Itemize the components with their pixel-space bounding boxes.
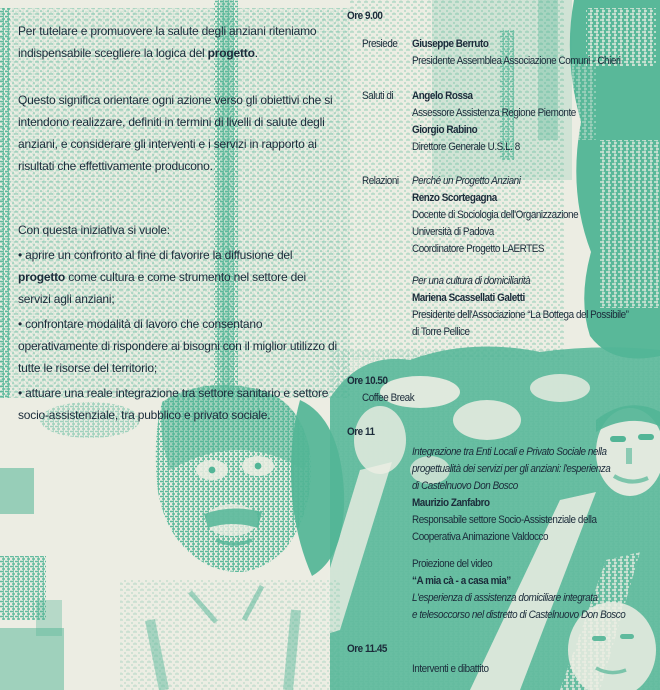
speaker-name: Giorgio Rabino	[412, 124, 478, 136]
bullet-text: attuare una reale integrazione tra settore sanitario e settore socio-assistenziale, tra pubblico e privato sociale.	[18, 386, 329, 422]
presiede-label: Presiede	[362, 38, 398, 50]
bullet-text: confrontare modalità di lavoro che consentano operativamente di rispondere ai bisogni con il miglior utilizzo di tutte le risorse del territorio;	[18, 317, 337, 375]
speaker-name: Renzo Scortegagna	[412, 192, 497, 204]
speaker-role: Assessore Assistenza Regione Piemonte	[412, 107, 576, 119]
paragraph-text: Per tutelare e promuovere la salute degli anziani riteniamo indispensabile scegliere la logica del	[18, 24, 317, 60]
intro-column	[18, 20, 341, 426]
speaker-role: Presidente Assemblea Associazione Comuni - Chieri	[412, 55, 621, 67]
emphasis-progetto: progetto	[207, 46, 255, 60]
paragraph-project-logic	[18, 20, 341, 64]
closing-block	[412, 661, 497, 678]
video-intro: Proiezione del video	[412, 558, 493, 570]
speaker-role: Responsabile settore Socio-Assistenziale della	[412, 514, 597, 526]
speaker-role: Università di Padova	[412, 226, 494, 238]
talk-title: Per una cultura di domiciliarità	[412, 275, 531, 287]
talk-castelnuovo-block	[412, 444, 632, 546]
bullet-compare-methods	[18, 313, 341, 379]
talk-title: progettualità dei servizi per gli anziani: l'esperienza	[412, 463, 611, 475]
paragraph-objectives: Questo significa orientare ogni azione verso gli obiettivi che si intendono realizzare, definiti in termini di livelli di salute degli anziani, e considerare gli interventi e i servizi in rapporto ai risultati che effettivamente producono.	[18, 93, 333, 173]
talk-title: Perché un Progetto Anziani	[412, 175, 521, 187]
program-column	[347, 0, 660, 690]
bullet-integration	[18, 382, 341, 426]
time-1050: Ore 10.50	[347, 375, 388, 387]
speaker-role: di Torre Pellice	[412, 326, 470, 338]
bullet-glyph: •	[18, 317, 23, 331]
time-0900: Ore 9.00	[347, 10, 383, 22]
time-1145: Ore 11.45	[347, 643, 387, 655]
relazione-2-block	[412, 273, 653, 341]
bullet-open-dialogue	[18, 244, 341, 310]
initiative-intro: Con questa iniziativa si vuole:	[18, 223, 170, 237]
saluti-block	[412, 88, 594, 156]
speaker-name: Giuseppe Berruto	[412, 38, 489, 50]
closing-item: Interventi e dibattito	[412, 663, 489, 675]
talk-title: di Castelnuovo Don Bosco	[412, 480, 518, 492]
speaker-name: Mariena Scassellati Galetti	[412, 292, 525, 304]
saluti-label: Saluti di	[362, 90, 394, 102]
relazioni-label: Relazioni	[362, 175, 399, 187]
talk-title: Integrazione tra Enti Locali e Privato Sociale nella	[412, 446, 607, 458]
speaker-role: Direttore Generale U.S.L. 8	[412, 141, 520, 153]
bullet-text: aprire un confronto al fine di favorire la diffusione del	[25, 248, 293, 262]
speaker-name: Maurizio Zanfabro	[412, 497, 490, 509]
speaker-role: Presidente dell'Associazione “La Bottega del Possibile”	[412, 309, 629, 321]
presiede-block	[412, 36, 644, 70]
time-1100: Ore 11	[347, 426, 375, 438]
video-description: L'esperienza di assistenza domiciliare integrata	[412, 592, 598, 604]
relazione-1-block	[412, 173, 597, 258]
video-title: “A mia cà - a casa mia”	[412, 575, 511, 587]
bullet-glyph: •	[18, 248, 23, 262]
emphasis-progetto: progetto	[18, 270, 66, 284]
paragraph-text: .	[254, 46, 258, 60]
coffee-break-label: Coffee Break	[362, 392, 415, 404]
speaker-role: Cooperativa Animazione Valdocco	[412, 531, 549, 543]
bullet-text: come cultura e come strumento nel settore dei servizi agli anziani;	[18, 270, 306, 306]
speaker-name: Angelo Rossa	[412, 90, 473, 102]
speaker-role: Docente di Sociologia dell'Organizzazione	[412, 209, 579, 221]
bullet-glyph: •	[18, 386, 23, 400]
speaker-role: Coordinatore Progetto LAERTES	[412, 243, 545, 255]
video-description: e telesoccorso nel distretto di Castelnuovo Don Bosco	[412, 609, 626, 621]
video-block	[412, 556, 649, 624]
